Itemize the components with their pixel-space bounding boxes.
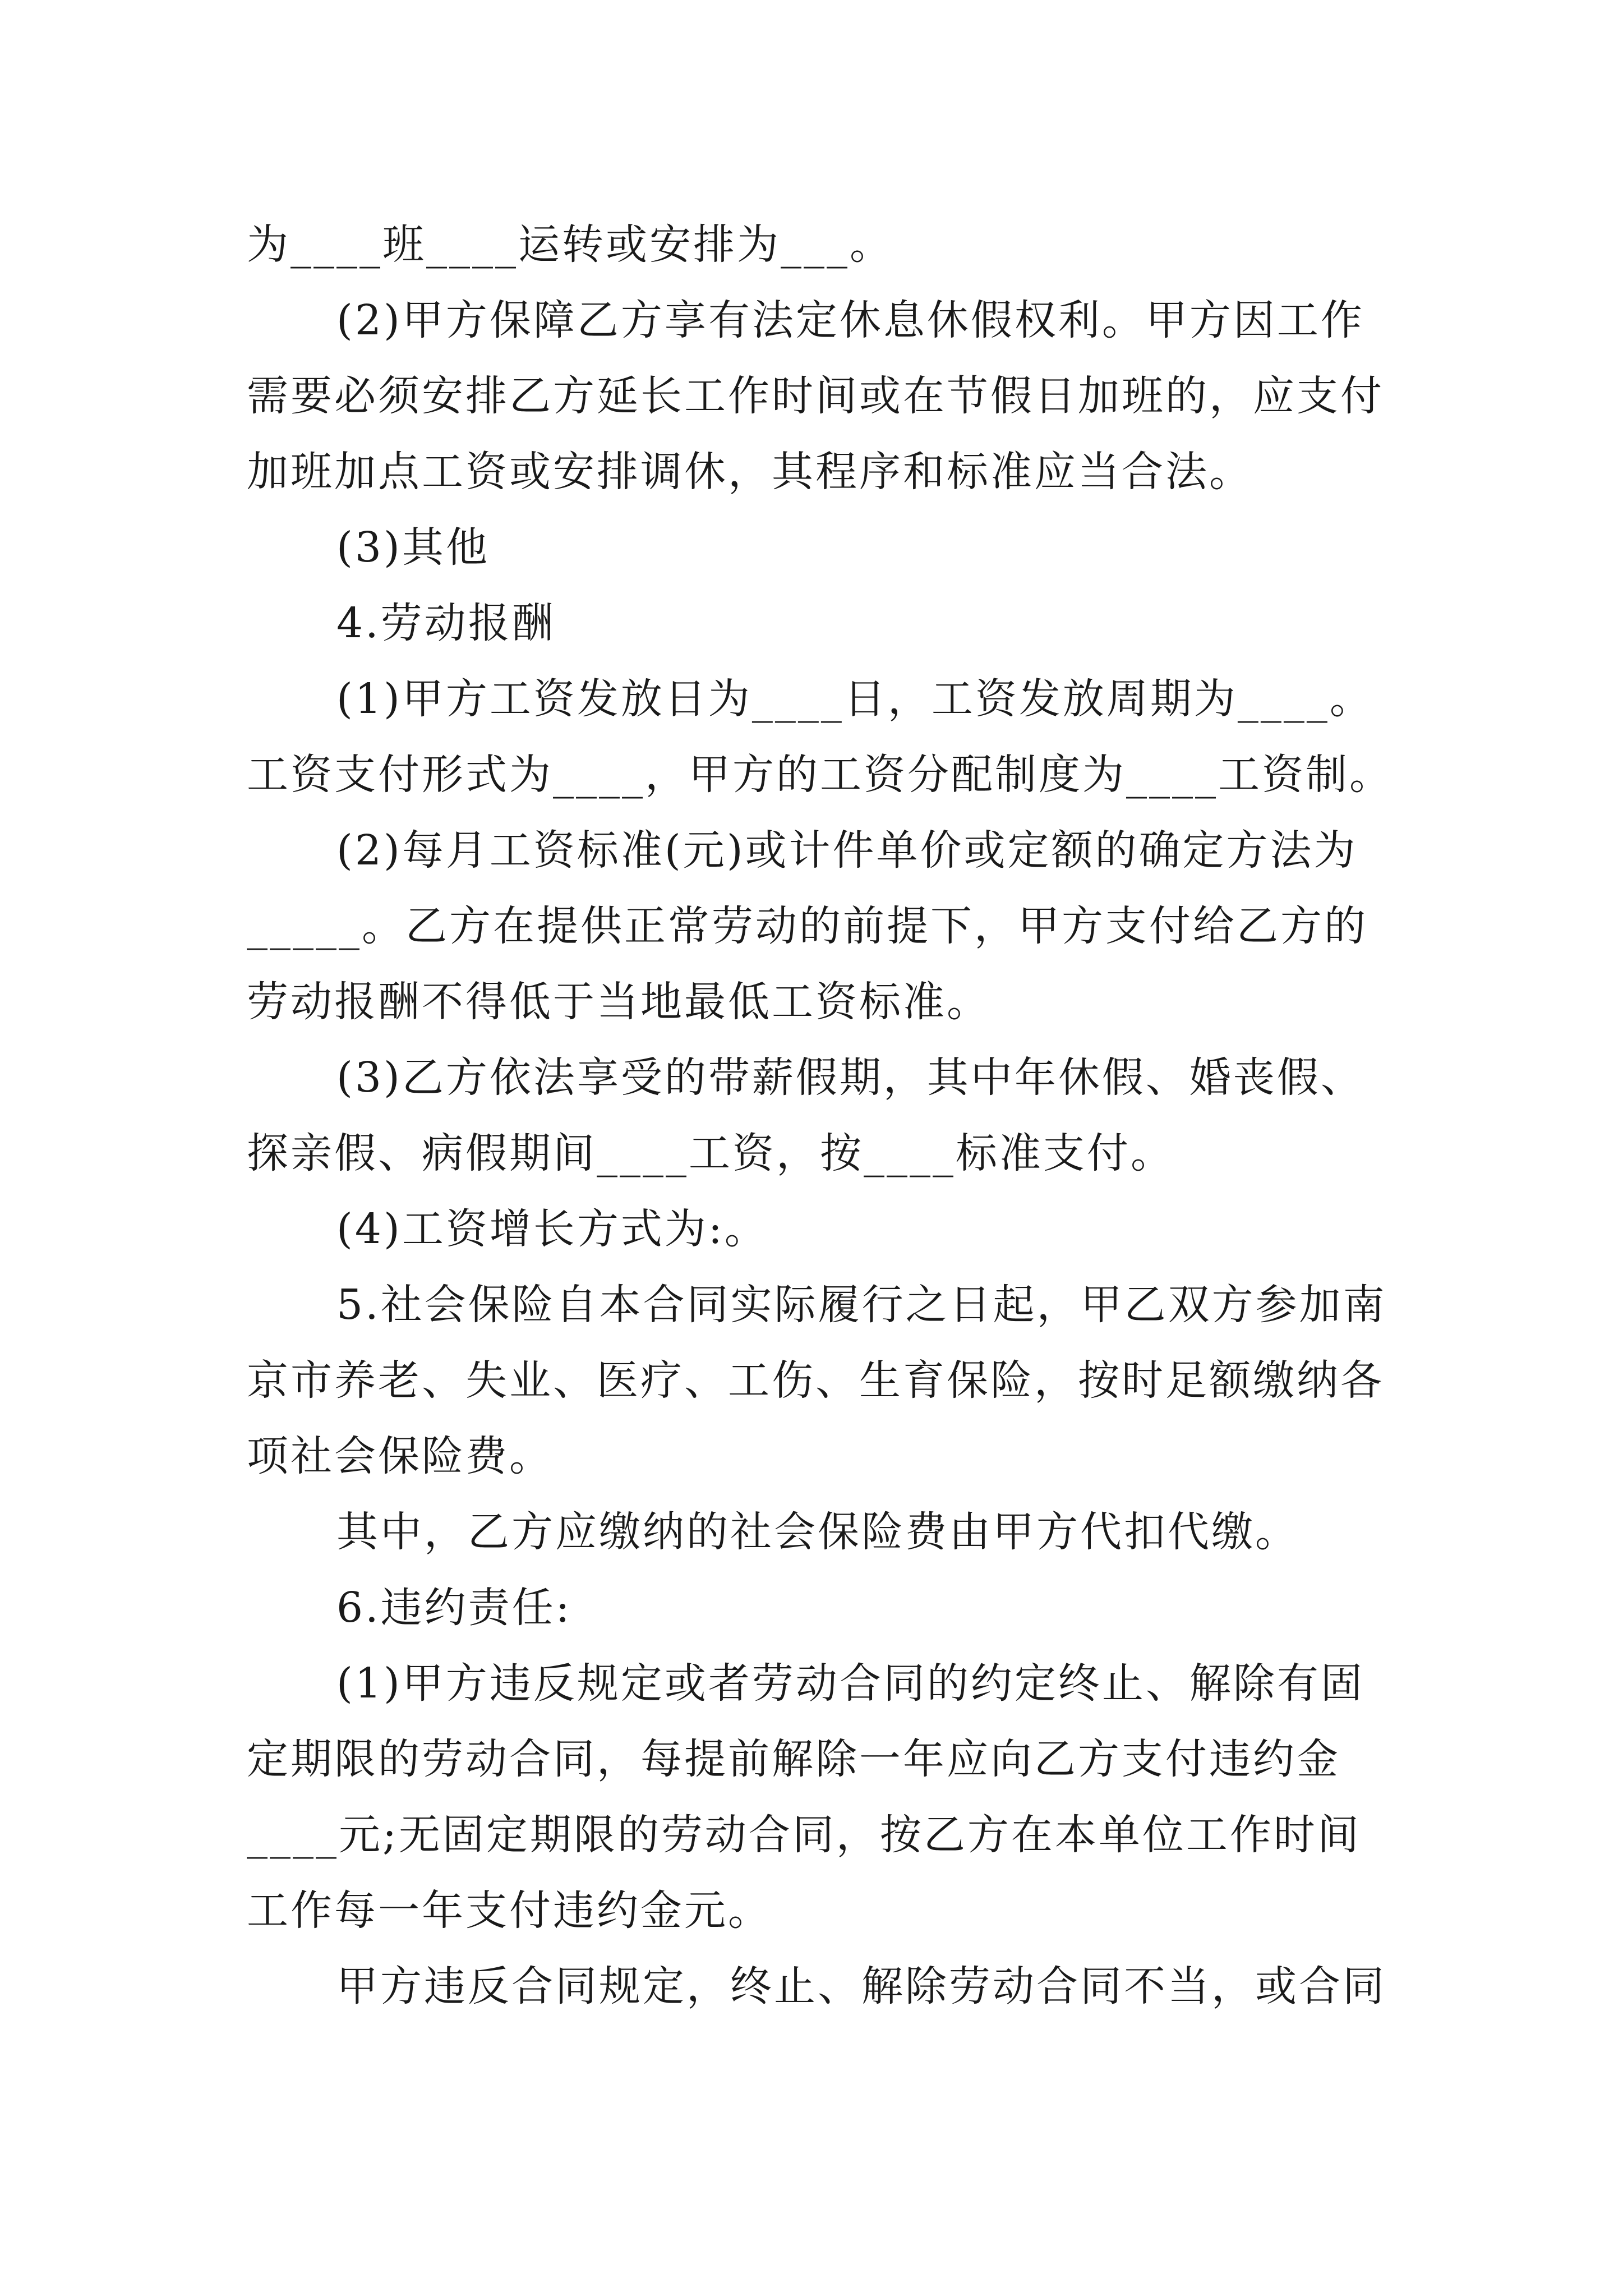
text-line-11: 劳动报酬不得低于当地最低工资标准。 — [247, 978, 990, 1026]
text-line-15: 5.社会保险自本合同实际履行之日起，甲乙双方参加南 — [336, 1281, 1387, 1329]
text-line-22: ____元;无固定期限的劳动合同，按乙方在本单位工作时间 — [247, 1811, 1361, 1859]
text-line-9: (2)每月工资标准(元)或计件单价或定额的确定方法为 — [336, 826, 1358, 875]
text-line-7: (1)甲方工资发放日为____日，工资发放周期为____。 — [336, 675, 1373, 723]
text-line-16: 京市养老、失业、医疗、工伤、生育保险，按时足额缴纳各 — [247, 1356, 1384, 1405]
text-line-3: 需要必须安排乙方延长工作时间或在节假日加班的，应支付 — [247, 372, 1384, 420]
text-line-21: 定期限的劳动合同，每提前解除一年应向乙方支付违约金 — [247, 1735, 1340, 1783]
text-line-13: 探亲假、病假期间____工资，按____标准支付。 — [247, 1129, 1174, 1177]
text-line-14: (4)工资增长方式为:。 — [336, 1205, 768, 1253]
text-line-2: (2)甲方保障乙方享有法定休息休假权利。甲方因工作 — [336, 296, 1364, 344]
text-line-5: (3)其他 — [336, 523, 490, 572]
text-line-1: 为____班____运转或安排为___。 — [247, 220, 893, 269]
text-line-12: (3)乙方依法享受的带薪假期，其中年休假、婚丧假、 — [336, 1053, 1364, 1102]
text-line-8: 工资支付形式为____，甲方的工资分配制度为____工资制。 — [247, 751, 1393, 799]
text-line-24: 甲方违反合同规定，终止、解除劳动合同不当，或合同 — [336, 1962, 1386, 2010]
section-heading-4: 4.劳动报酬 — [336, 599, 556, 647]
text-line-23: 工作每一年支付违约金元。 — [247, 1887, 772, 1935]
text-line-4: 加班加点工资或安排调休，其程序和标准应当合法。 — [247, 448, 1253, 496]
text-line-10: _____。乙方在提供正常劳动的前提下，甲方支付给乙方的 — [247, 902, 1368, 950]
section-heading-6: 6.违约责任: — [336, 1584, 572, 1632]
text-line-20: (1)甲方违反规定或者劳动合同的约定终止、解除有固 — [336, 1659, 1364, 1708]
text-line-18: 其中，乙方应缴纳的社会保险费由甲方代扣代缴。 — [336, 1508, 1299, 1556]
text-line-17: 项社会保险费。 — [247, 1432, 553, 1480]
